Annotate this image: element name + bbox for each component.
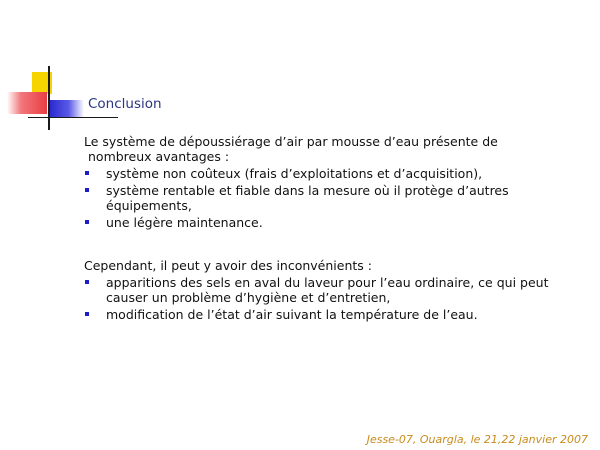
drawbacks-section — [84, 258, 554, 324]
bullet-icon — [85, 280, 89, 284]
bullet-icon — [85, 171, 89, 175]
logo-blue-bar — [50, 100, 84, 117]
logo-red-bar — [7, 92, 47, 114]
list-item — [84, 166, 554, 181]
drawback-text: apparitions des sels en aval du laveur pour l’eau ordinaire, ce qui peut causer un problème d’hygiène et d’entretien, — [106, 275, 549, 305]
logo-horizontal-line — [28, 117, 118, 118]
intro-line-2: nombreux avantages : — [88, 149, 230, 164]
slide-title: Conclusion — [88, 96, 162, 112]
drawbacks-list — [84, 275, 554, 322]
list-item — [84, 275, 554, 305]
drawbacks-heading: Cependant, il peut y avoir des inconvénients : — [84, 258, 372, 273]
bullet-icon — [85, 312, 89, 316]
bullet-icon — [85, 220, 89, 224]
list-item — [84, 307, 554, 322]
drawback-text: modification de l’état d’air suivant la température de l’eau. — [106, 307, 478, 322]
slide-footer: Jesse-07, Ouargla, le 21,22 janvier 2007 — [366, 433, 588, 446]
list-item — [84, 183, 554, 213]
advantages-list — [84, 166, 554, 230]
advantage-text: système non coûteux (frais d’exploitations et d’acquisition), — [106, 166, 483, 181]
advantages-section — [84, 134, 554, 232]
advantage-text: système rentable et fiable dans la mesure où il protège d’autres équipements, — [106, 183, 509, 213]
advantage-text: une légère maintenance. — [106, 215, 263, 230]
bullet-icon — [85, 188, 89, 192]
intro-line-1: Le système de dépoussiérage d’air par mousse d’eau présente de — [84, 134, 498, 149]
list-item — [84, 215, 554, 230]
logo-vertical-line — [48, 66, 50, 130]
